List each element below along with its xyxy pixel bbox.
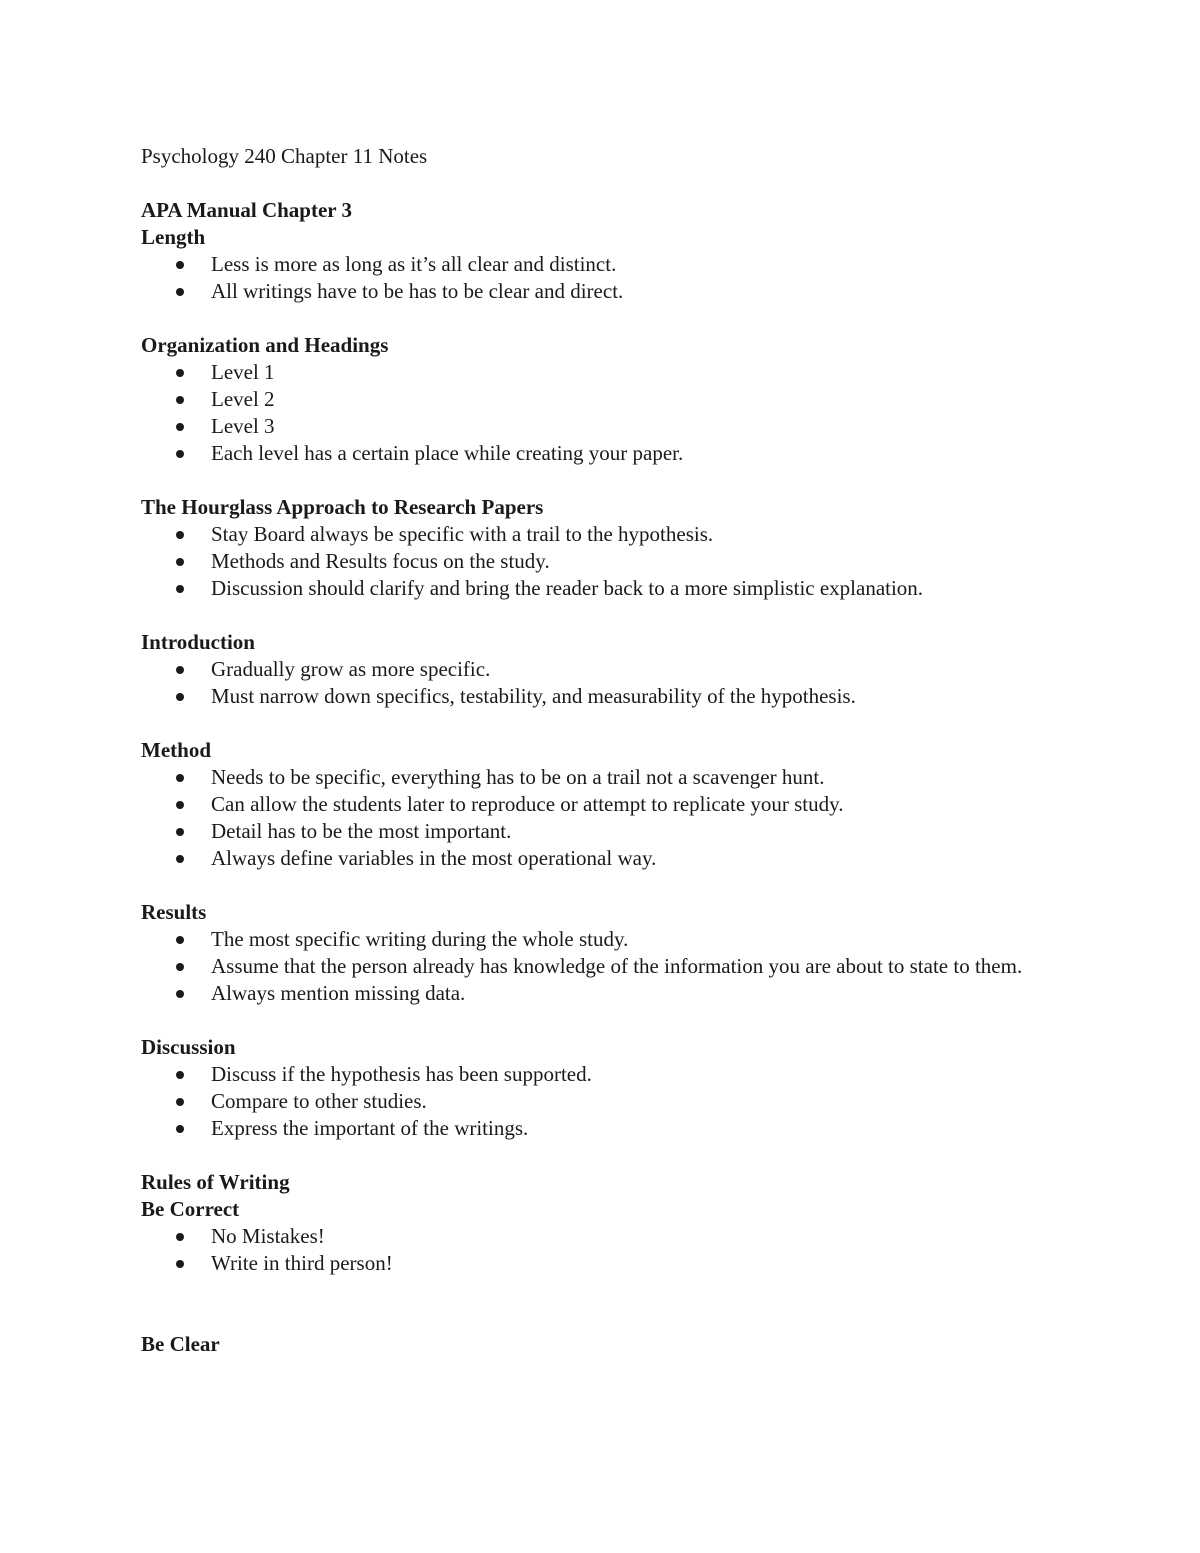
bullet-icon — [176, 450, 184, 458]
section-heading: Rules of Writing — [141, 1170, 290, 1194]
list-item — [211, 440, 1061, 467]
list-item — [211, 1061, 1061, 1088]
bullet-icon — [176, 288, 184, 296]
document-title: Psychology 240 Chapter 11 Notes — [141, 144, 428, 168]
list-item — [211, 386, 1061, 413]
subsection-heading: Be Clear — [141, 1332, 220, 1356]
list-item-text: No Mistakes! — [211, 1224, 325, 1248]
list-item — [211, 683, 1061, 710]
list-item-text: Assume that the person already has knowledge of the information you are about to state to them. — [211, 954, 1023, 978]
list-item — [211, 953, 1061, 980]
bullet-list — [141, 359, 1061, 467]
list-item — [211, 1088, 1061, 1115]
bullet-icon — [176, 774, 184, 782]
list-item-text: Level 2 — [211, 387, 275, 411]
list-item-text: Discuss if the hypothesis has been supported. — [211, 1062, 592, 1086]
bullet-icon — [176, 423, 184, 431]
list-item — [211, 521, 1061, 548]
list-item-text: Each level has a certain place while creating your paper. — [211, 441, 684, 465]
bullet-icon — [176, 1260, 184, 1268]
section-be-clear — [141, 1331, 1061, 1358]
bullet-list — [141, 764, 1061, 872]
bullet-icon — [176, 801, 184, 809]
section-heading: APA Manual Chapter 3 — [141, 198, 352, 222]
bullet-icon — [176, 1098, 184, 1106]
bullet-icon — [176, 990, 184, 998]
section-heading: Discussion — [141, 1035, 236, 1059]
list-item — [211, 1223, 1061, 1250]
bullet-icon — [176, 1233, 184, 1241]
list-item-text: Express the important of the writings. — [211, 1116, 529, 1140]
list-item — [211, 764, 1061, 791]
bullet-icon — [176, 396, 184, 404]
bullet-list — [141, 656, 1061, 710]
bullet-icon — [176, 369, 184, 377]
bullet-icon — [176, 585, 184, 593]
bullet-icon — [176, 531, 184, 539]
list-item — [211, 845, 1061, 872]
bullet-icon — [176, 1125, 184, 1133]
list-item — [211, 1115, 1061, 1142]
list-item-text: Discussion should clarify and bring the reader back to a more simplistic explanation. — [211, 576, 924, 600]
list-item-text: Write in third person! — [211, 1251, 393, 1275]
list-item-text: Detail has to be the most important. — [211, 819, 512, 843]
bullet-icon — [176, 693, 184, 701]
document-page — [141, 143, 1061, 1385]
section-apa-manual-chapter-3 — [141, 197, 1061, 305]
list-item — [211, 251, 1061, 278]
list-item — [211, 548, 1061, 575]
bullet-icon — [176, 558, 184, 566]
bullet-list — [141, 251, 1061, 305]
section-heading: Results — [141, 900, 207, 924]
section-method — [141, 737, 1061, 872]
list-item — [211, 1250, 1061, 1277]
bullet-icon — [176, 1071, 184, 1079]
section-heading: The Hourglass Approach to Research Papers — [141, 495, 544, 519]
list-item-text: Must narrow down specifics, testability, and measurability of the hypothesis. — [211, 684, 856, 708]
section-hourglass-approach — [141, 494, 1061, 602]
list-item-text: All writings have to be has to be clear and direct. — [211, 279, 624, 303]
bullet-icon — [176, 936, 184, 944]
list-item-text: Level 1 — [211, 360, 275, 384]
section-heading: Organization and Headings — [141, 333, 389, 357]
list-item-text: Methods and Results focus on the study. — [211, 549, 550, 573]
section-rules-of-writing — [141, 1169, 1061, 1277]
section-results — [141, 899, 1061, 1007]
bullet-list — [141, 926, 1061, 1007]
list-item-text: Needs to be specific, everything has to be on a trail not a scavenger hunt. — [211, 765, 825, 789]
list-item — [211, 656, 1061, 683]
list-item — [211, 926, 1061, 953]
list-item-text: Stay Board always be specific with a trail to the hypothesis. — [211, 522, 714, 546]
section-discussion — [141, 1034, 1061, 1142]
section-heading: Method — [141, 738, 211, 762]
bullet-icon — [176, 963, 184, 971]
list-item — [211, 818, 1061, 845]
list-item-text: The most specific writing during the whole study. — [211, 927, 629, 951]
list-item-text: Gradually grow as more specific. — [211, 657, 491, 681]
section-heading: Introduction — [141, 630, 255, 654]
subsection-heading: Length — [141, 225, 206, 249]
list-item-text: Compare to other studies. — [211, 1089, 427, 1113]
bullet-icon — [176, 828, 184, 836]
subsection-heading: Be Correct — [141, 1197, 240, 1221]
bullet-icon — [176, 261, 184, 269]
bullet-list — [141, 1223, 1061, 1277]
list-item — [211, 791, 1061, 818]
list-item — [211, 413, 1061, 440]
list-item-text: Level 3 — [211, 414, 275, 438]
list-item-text: Can allow the students later to reproduce or attempt to replicate your study. — [211, 792, 844, 816]
list-item-text: Less is more as long as it’s all clear and distinct. — [211, 252, 617, 276]
bullet-list — [141, 1061, 1061, 1142]
bullet-icon — [176, 666, 184, 674]
bullet-list — [141, 521, 1061, 602]
list-item-text: Always mention missing data. — [211, 981, 466, 1005]
list-item — [211, 278, 1061, 305]
list-item — [211, 575, 1061, 602]
list-item — [211, 359, 1061, 386]
section-organization-and-headings — [141, 332, 1061, 467]
list-item — [211, 980, 1061, 1007]
section-introduction — [141, 629, 1061, 710]
bullet-icon — [176, 855, 184, 863]
list-item-text: Always define variables in the most operational way. — [211, 846, 657, 870]
